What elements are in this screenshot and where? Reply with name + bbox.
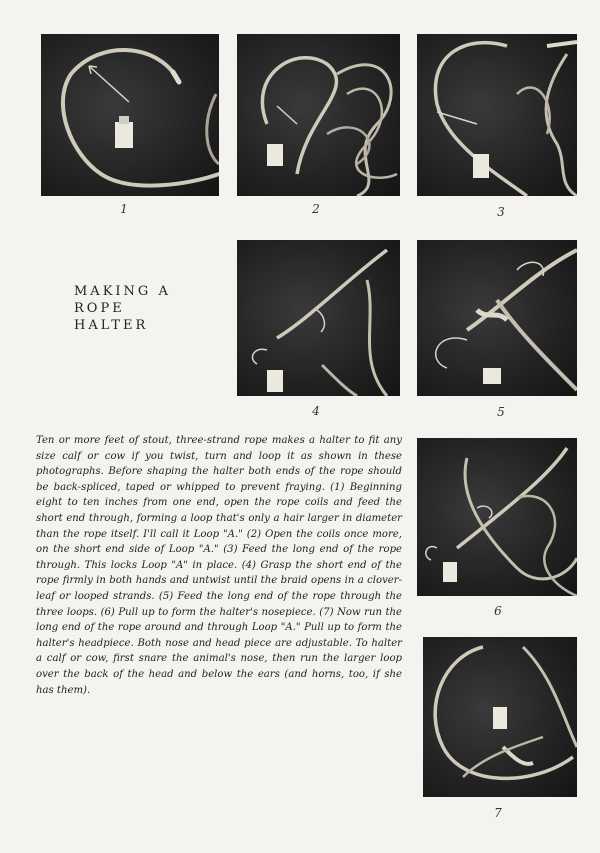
photo-step-2 [237,34,400,196]
title-line-3: HALTER [74,318,149,333]
rope-illustration [417,438,577,596]
title-line-1: MAKING A [74,284,171,299]
rope-illustration [423,637,577,797]
rope-illustration [237,240,400,396]
instructions-text: Ten or more feet of stout, three-strand rope makes a halter to fit any size calf or cow if you twist, turn and loop it as shown in these photographs. Before shaping the halter both ends of the rope should be back-spliced, taped or whipped to prevent fraying. (1) Beginning eight to ten inches from one end, open the rope coils and feed the short end through, forming a loop that's only a hair larger in diameter than the rope itself. I'll call it Loop "A." (2) Open the coils once more, on the short end side of Loop "A." (3) Feed the long end of the rope through. This locks Loop "A" in place. (4) Grasp the short end of the rope firmly in both hands and untwist until the braid opens in a clover-leaf or looped strands. (5) Feed the long end of the rope through the three loops. (6) Pull up to form the halter's nosepiece. (7) Now run the long end of the rope around and through Loop "A." Pull up to form the halter's headpiece. Both nose and head piece are adjustable. To halter a calf or cow, first snare the animal's nose, then run the larger loop over the back of the head and below the ears (and horns, too, if she has them). [36,435,402,696]
rope-illustration [417,240,577,396]
caption-6: 6 [494,604,502,618]
page-title [74,283,171,334]
photo-step-4 [237,240,400,396]
caption-2: 2 [312,202,320,216]
photo-step-3 [417,34,577,196]
photo-step-1 [41,34,219,196]
caption-3: 3 [497,205,505,219]
rope-illustration [417,34,577,196]
caption-7: 7 [494,806,502,820]
photo-step-6 [417,438,577,596]
photo-step-7 [423,637,577,797]
caption-4: 4 [312,404,320,418]
title-line-2: ROPE [74,301,125,316]
photo-step-5 [417,240,577,396]
rope-illustration [41,34,219,196]
caption-1: 1 [120,202,128,216]
rope-illustration [237,34,400,196]
caption-5: 5 [497,405,505,419]
